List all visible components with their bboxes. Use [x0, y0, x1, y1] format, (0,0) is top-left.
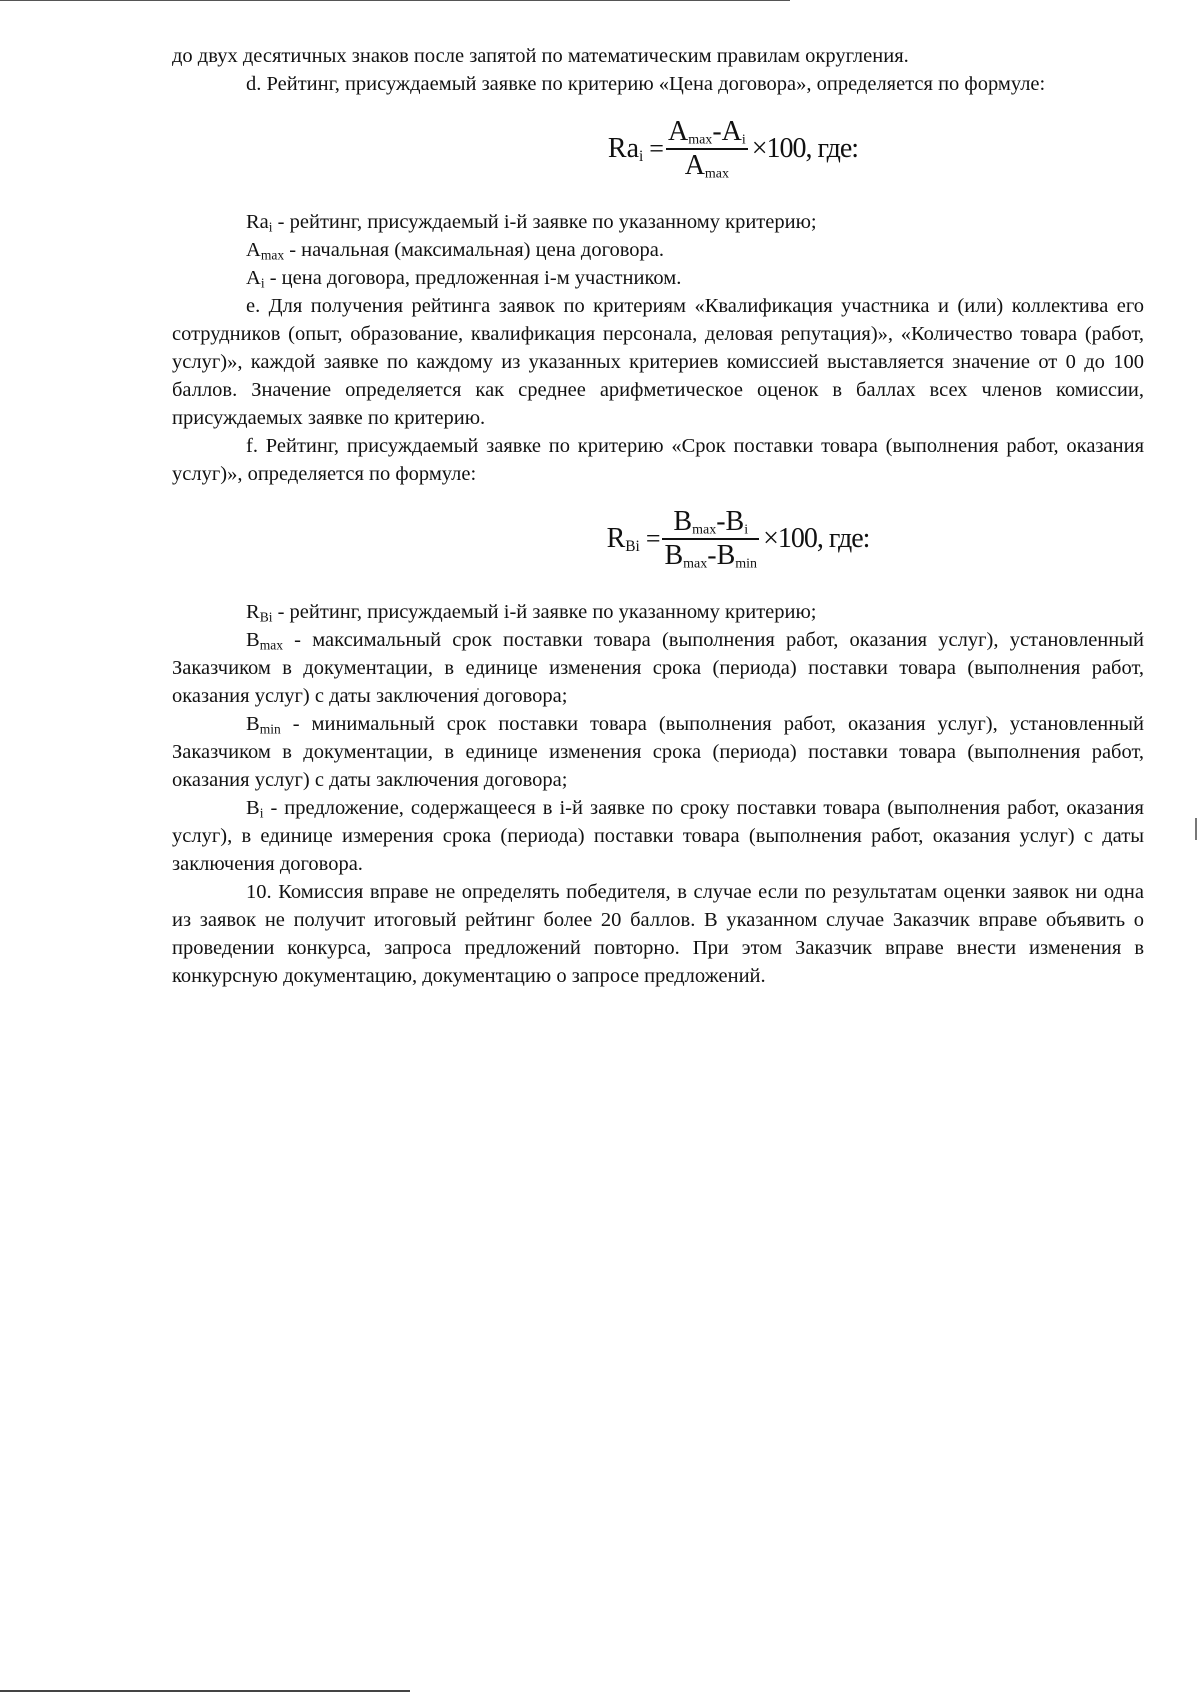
formula2-equals: =	[645, 524, 661, 553]
formula-delivery-rating	[172, 502, 1144, 576]
formula2-fraction	[662, 506, 759, 572]
definition-rbi: $R_{Bi}$ - рейтинг, присуждаемый i-й заявке по указанному критерию;	[246, 601, 817, 625]
formula1-lhs: $Ra_i$	[607, 133, 644, 165]
paragraph-f: f. Рейтинг, присуждаемый заявке по критерию «Срок поставки товара (выполнения работ, оказания услуг)», определяется по формуле:	[172, 435, 1144, 485]
formula1-fraction	[666, 116, 748, 182]
definition-bi: $B_i$ - предложение, содержащееся в i-й заявке по сроку поставки товара (выполнения работ, оказания услуг), в единице измерения срока (периода) поставки товара (выполнения работ, оказания услуг) с даты заключения договора.	[172, 797, 1144, 875]
definition-rai: $Ra_i$ - рейтинг, присуждаемый i-й заявке по указанному критерию;	[246, 211, 817, 235]
formula2-lhs: $R_{Bi}$	[606, 523, 640, 555]
formula2-numerator: $B_{max}-B_i$	[673, 506, 749, 538]
formula1-numerator: $A_{max}-A_i$	[667, 116, 746, 148]
scan-edge-top	[0, 0, 790, 1]
formula1-denominator: $A_{max}$	[684, 149, 730, 182]
paragraph-rounding: до двух десятичных знаков после запятой по математическим правилам округления.	[172, 45, 909, 67]
paragraph-d: d. Рейтинг, присуждаемый заявке по критерию «Цена договора», определяется по формуле:	[246, 73, 1046, 95]
formula2-denominator: $B_{max}-B_{min}$	[664, 539, 758, 572]
formula-price-rating	[172, 112, 1144, 186]
formula1-equals: =	[649, 134, 664, 163]
paragraph-e: e. Для получения рейтинга заявок по критериям «Квалификация участника и (или) коллектива его сотрудников (опыт, образование, квалификация персонала, деловая репутация)», «Количество товара (работ, услуг)», каждой заявке по каждому из указанных критериев комиссией выставляется значение от 0 до 100 баллов. Значение определяется как среднее арифметическое оценок в баллах всех членов комиссии, присуждаемых заявке по критерию.	[172, 295, 1144, 429]
paragraph-10: 10. Комиссия вправе не определять победителя, в случае если по результатам оценки заявок ни одна из заявок не получит итоговый рейтинг более 20 баллов. В указанном случае Заказчик вправе объявить о проведении конкурса, запроса предложений повторно. При этом Заказчик вправе внести изменения в конкурсную документацию, документацию о запросе предложений.	[172, 881, 1144, 987]
scan-mark	[1195, 818, 1197, 840]
formula1-multiplier: ×100, где:	[751, 133, 859, 164]
scan-edge-bottom	[0, 1690, 410, 1692]
definition-bmax: $B_{max}$ - максимальный срок поставки товара (выполнения работ, оказания услуг), установленный Заказчиком в документации, в единице изменения срока (периода) поставки товара (выполнения работ, оказания услуг) с даты заключения договора;	[172, 629, 1144, 707]
definition-amax: $A_{max}$ - начальная (максимальная) цена договора.	[246, 239, 664, 263]
formula2-multiplier: ×100, где:	[763, 523, 870, 554]
definition-bmin: $B_{min}$ - минимальный срок поставки товара (выполнения работ, оказания услуг), установленный Заказчиком в документации, в единице изменения срока (периода) поставки товара (выполнения работ, оказания услуг) с даты заключения договора;	[172, 713, 1144, 791]
definition-ai: $A_i$ - цена договора, предложенная i-м участником.	[246, 267, 682, 291]
document-body	[172, 42, 1144, 990]
